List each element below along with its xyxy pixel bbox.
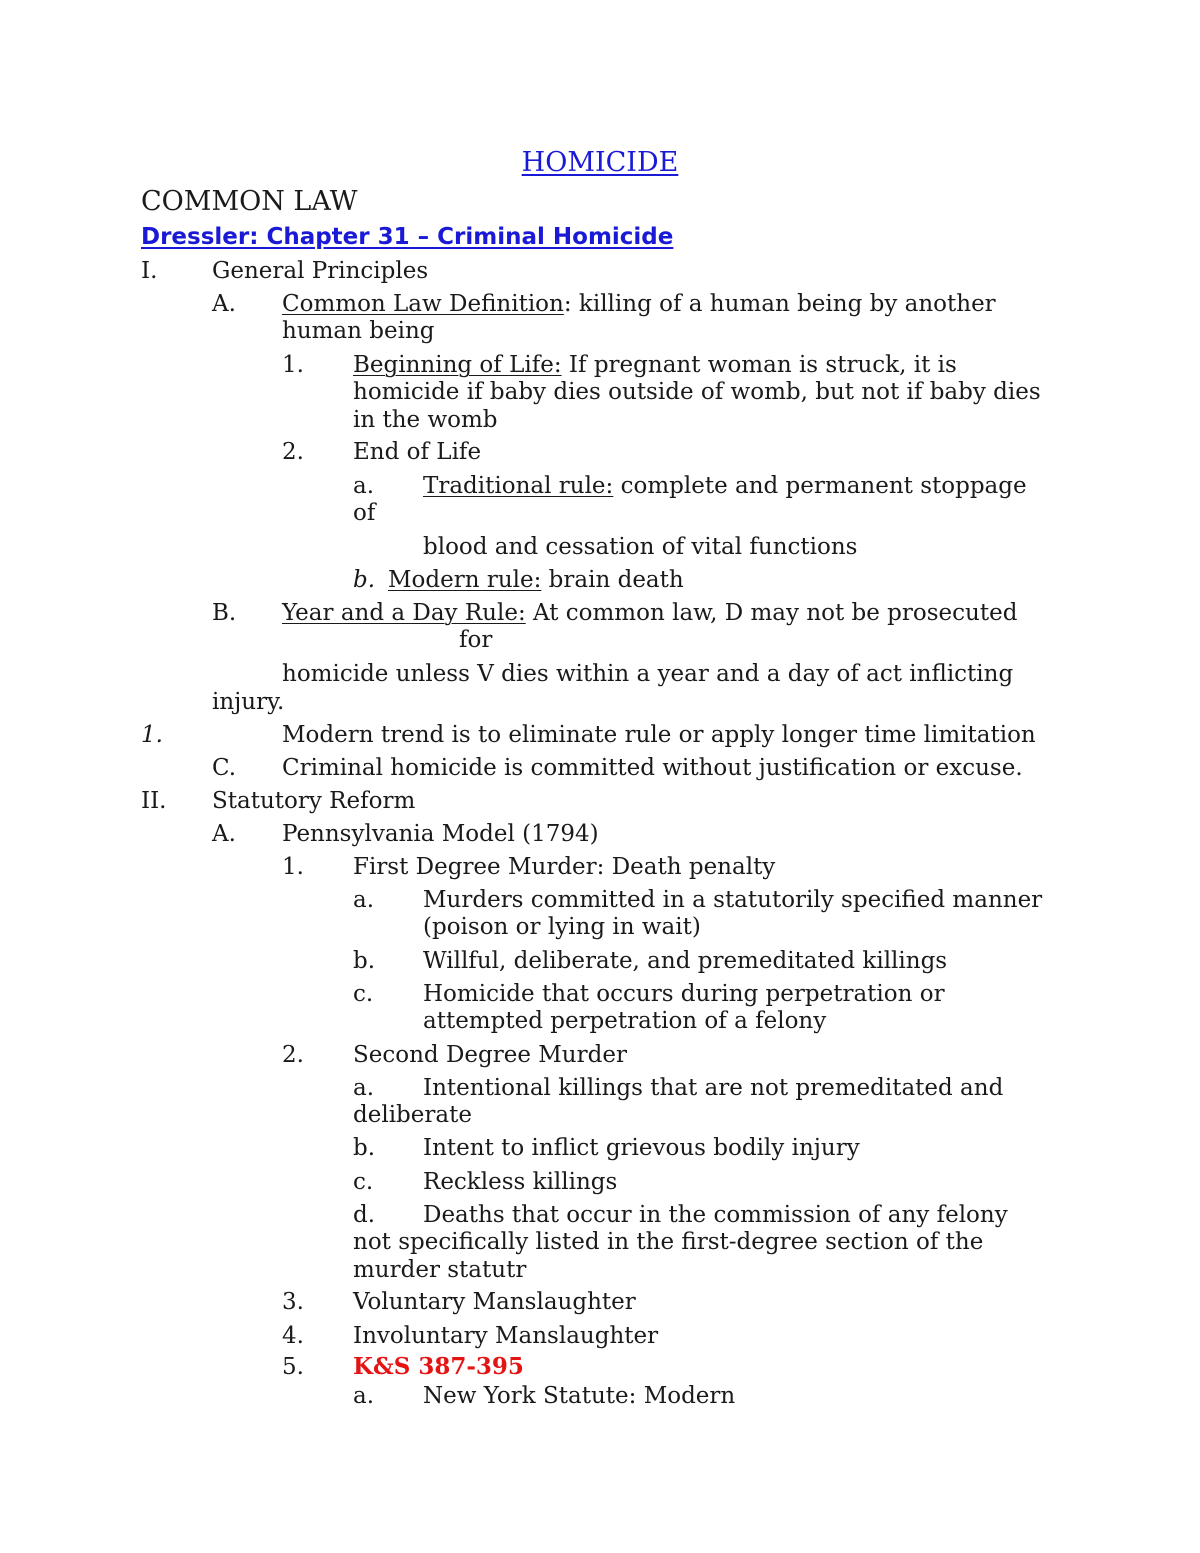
outline-continuation: murder statutr xyxy=(353,1257,527,1283)
outline-continuation: of xyxy=(353,500,376,526)
term-definition: : killing of a human being by another xyxy=(563,291,996,317)
document-title: HOMICIDE xyxy=(521,147,679,178)
outline-marker: 3. xyxy=(282,1289,304,1315)
outline-marker: b. xyxy=(353,1135,376,1161)
outline-item: Voluntary Manslaughter xyxy=(353,1289,636,1315)
outline-item: End of Life xyxy=(353,439,482,465)
outline-item xyxy=(282,290,996,318)
outline-item: Statutory Reform xyxy=(212,788,416,814)
outline-item: Homicide that occurs during perpetration or xyxy=(423,981,945,1007)
outline-item: First Degree Murder: Death penalty xyxy=(353,854,776,880)
outline-marker: a. xyxy=(353,473,375,499)
outline-marker: a. xyxy=(353,1383,375,1409)
outline-item xyxy=(282,599,1017,627)
outline-marker: 4. xyxy=(282,1323,304,1349)
term-definition: If pregnant woman is struck, it is xyxy=(561,352,957,378)
outline-item: Pennsylvania Model (1794) xyxy=(282,821,599,847)
outline-marker: A. xyxy=(212,821,236,847)
outline-marker: 2. xyxy=(282,439,304,465)
outline-continuation: (poison or lying in wait) xyxy=(423,914,701,940)
outline-marker: b. xyxy=(353,948,376,974)
outline-continuation: homicide unless V dies within a year and a day of act inflicting xyxy=(282,661,1014,687)
term: Beginning of Life: xyxy=(353,352,562,378)
outline-marker: 1. xyxy=(282,854,304,880)
term-definition: brain death xyxy=(541,567,684,593)
outline-continuation: injury. xyxy=(212,689,285,715)
term: Year and a Day Rule: xyxy=(282,600,526,626)
outline-item xyxy=(388,566,684,594)
citation-reference: K&S 387-395 xyxy=(353,1353,524,1380)
outline-item xyxy=(353,351,957,379)
outline-marker: 2. xyxy=(282,1042,304,1068)
outline-continuation: blood and cessation of vital functions xyxy=(423,534,858,560)
term: Common Law Definition xyxy=(282,291,564,317)
outline-continuation: deliberate xyxy=(353,1102,472,1128)
term-definition: At common law, D may not be prosecuted xyxy=(525,600,1018,626)
outline-marker: B. xyxy=(212,600,237,626)
outline-continuation: human being xyxy=(282,318,435,344)
outline-marker: c. xyxy=(353,1169,374,1195)
outline-marker: 5. xyxy=(282,1354,304,1380)
outline-item: Intent to inflict grievous bodily injury xyxy=(423,1135,860,1161)
outline-item: Deaths that occur in the commission of any felony xyxy=(423,1202,1008,1228)
term: Modern rule: xyxy=(388,567,542,593)
outline-marker: c. xyxy=(353,981,374,1007)
outline-item: Willful, deliberate, and premeditated killings xyxy=(423,948,948,974)
outline-marker: I. xyxy=(141,258,158,284)
outline-marker: II. xyxy=(141,788,167,814)
outline-continuation: in the womb xyxy=(353,407,498,433)
outline-item: Murders committed in a statutorily specified manner xyxy=(423,887,1043,913)
outline-item: Involuntary Manslaughter xyxy=(353,1323,659,1349)
outline-marker: 1. xyxy=(282,352,304,378)
chapter-link[interactable]: Dressler: Chapter 31 – Criminal Homicide xyxy=(141,224,674,250)
outline-marker: C. xyxy=(212,755,237,781)
term: Traditional rule: xyxy=(423,473,614,499)
outline-item: Second Degree Murder xyxy=(353,1042,627,1068)
outline-marker: 1. xyxy=(141,722,163,748)
outline-continuation: attempted perpetration of a felony xyxy=(423,1008,827,1034)
outline-continuation: homicide if baby dies outside of womb, but not if baby dies xyxy=(353,379,1041,405)
outline-marker: A. xyxy=(212,291,236,317)
outline-item: Criminal homicide is committed without justification or excuse. xyxy=(282,755,1023,781)
outline-marker: a. xyxy=(353,1075,375,1101)
outline-continuation: for xyxy=(459,627,493,653)
outline-item: Modern trend is to eliminate rule or apply longer time limitation xyxy=(282,722,1036,748)
term-definition: complete and permanent stoppage xyxy=(613,473,1027,499)
outline-item: Intentional killings that are not premeditated and xyxy=(423,1075,1004,1101)
outline-item: Reckless killings xyxy=(423,1169,618,1195)
outline-marker: a. xyxy=(353,887,375,913)
outline-marker: d. xyxy=(353,1202,376,1228)
section-heading: COMMON LAW xyxy=(141,186,358,217)
outline-continuation: not specifically listed in the first-degree section of the xyxy=(353,1229,984,1255)
outline-item: New York Statute: Modern xyxy=(423,1383,736,1409)
outline-item xyxy=(423,472,1027,500)
outline-item: General Principles xyxy=(212,258,429,284)
outline-marker: b. xyxy=(353,567,376,593)
